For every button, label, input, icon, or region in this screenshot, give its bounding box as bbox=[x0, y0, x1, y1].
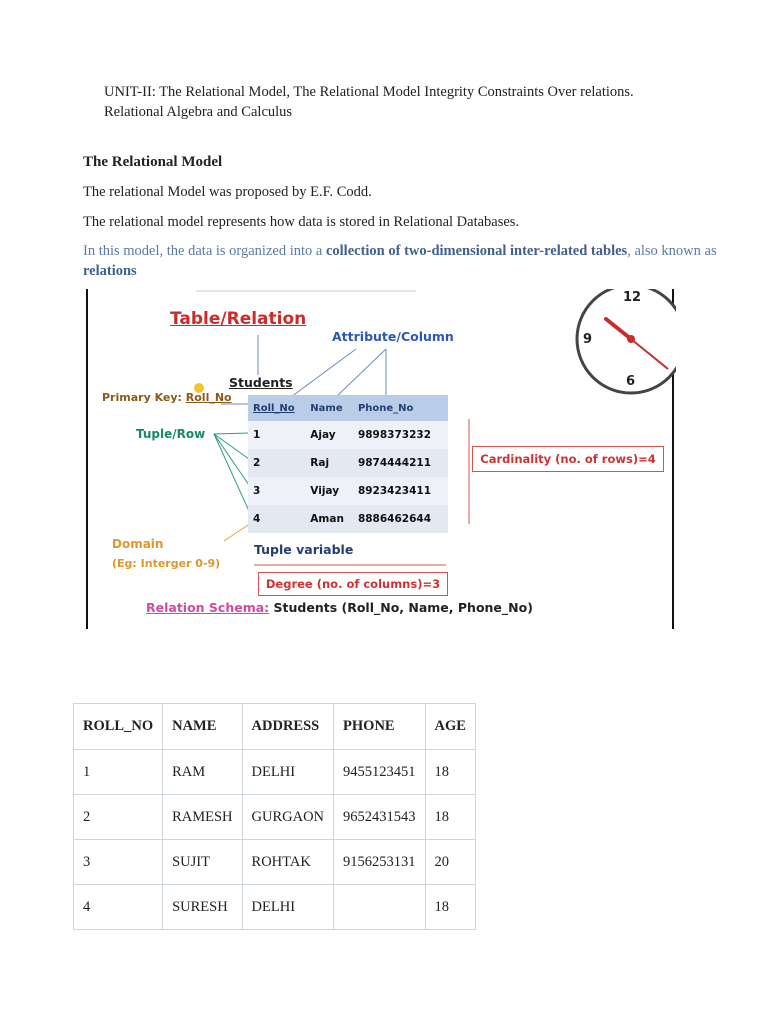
mini-cell: Raj bbox=[305, 449, 353, 477]
primary-key-prefix: Primary Key: bbox=[102, 391, 186, 404]
mini-cell: 2 bbox=[248, 449, 305, 477]
mini-cell: 9898373232 bbox=[353, 421, 448, 449]
degree-box: Degree (no. of columns)=3 bbox=[258, 572, 448, 596]
unit-line-2: Relational Algebra and Calculus bbox=[104, 104, 293, 120]
paragraph-storage: The relational model represents how data is stored in Relational Databases. bbox=[83, 214, 520, 230]
table-cell: SUJIT bbox=[163, 840, 242, 885]
table-cell: 2 bbox=[74, 795, 163, 840]
students-mini-table bbox=[248, 395, 448, 533]
table-cell bbox=[334, 885, 426, 930]
table-cell: 18 bbox=[425, 885, 475, 930]
table-cell: SURESH bbox=[163, 885, 242, 930]
header-age: AGE bbox=[425, 704, 475, 750]
clock-label-12: 12 bbox=[623, 290, 642, 305]
mini-header-cell: Phone_No bbox=[353, 395, 448, 421]
table-cell: RAM bbox=[163, 750, 242, 795]
mini-cell: 3 bbox=[248, 477, 305, 505]
schema-prefix: Relation Schema: bbox=[146, 600, 270, 615]
unit-heading bbox=[104, 82, 724, 122]
header-phone: PHONE bbox=[334, 704, 426, 750]
students-data-table bbox=[73, 703, 476, 930]
relation-figure bbox=[86, 289, 676, 629]
para3-start: In this model, the data is organized into a bbox=[83, 243, 326, 259]
table-cell: 18 bbox=[425, 795, 475, 840]
table-cell: RAMESH bbox=[163, 795, 242, 840]
figure-title: Table/Relation bbox=[170, 309, 307, 329]
table-header-row bbox=[74, 704, 476, 750]
paragraph-organization bbox=[83, 241, 738, 281]
table-cell: 18 bbox=[425, 750, 475, 795]
table-cell: DELHI bbox=[242, 885, 334, 930]
mini-row bbox=[248, 477, 448, 505]
header-name: NAME bbox=[163, 704, 242, 750]
schema-value: Students (Roll_No, Name, Phone_No) bbox=[269, 600, 533, 615]
mini-header-cell: Name bbox=[305, 395, 353, 421]
para3-bold: collection of two-dimensional inter-related tables bbox=[325, 243, 628, 259]
table-cell: ROHTAK bbox=[242, 840, 334, 885]
table-cell: 1 bbox=[74, 750, 163, 795]
table-row bbox=[74, 885, 476, 930]
header-roll-no: ROLL_NO bbox=[74, 704, 163, 750]
para3-bold-relations: relations bbox=[83, 263, 137, 279]
table-row bbox=[74, 750, 476, 795]
mini-cell: 9874444211 bbox=[353, 449, 448, 477]
mini-header-cell: Roll_No bbox=[248, 395, 305, 421]
tuple-row-label: Tuple/Row bbox=[136, 427, 206, 441]
table-cell: 3 bbox=[74, 840, 163, 885]
mini-header-row bbox=[248, 395, 448, 421]
attribute-label: Attribute/Column bbox=[332, 329, 454, 344]
mini-row bbox=[248, 505, 448, 533]
table-cell: 9652431543 bbox=[334, 795, 426, 840]
domain-example: (Eg: Interger 0-9) bbox=[112, 557, 221, 570]
mini-cell: Ajay bbox=[305, 421, 353, 449]
header-address: ADDRESS bbox=[242, 704, 334, 750]
table-cell: 20 bbox=[425, 840, 475, 885]
mini-cell: 4 bbox=[248, 505, 305, 533]
tuple-variable-label: Tuple variable bbox=[254, 542, 354, 557]
mini-cell: 1 bbox=[248, 421, 305, 449]
table-cell: 9156253131 bbox=[334, 840, 426, 885]
mini-cell: 8886462644 bbox=[353, 505, 448, 533]
table-cell: 9455123451 bbox=[334, 750, 426, 795]
table-cell: GURGAON bbox=[242, 795, 334, 840]
students-label: Students bbox=[229, 375, 293, 390]
table-cell: DELHI bbox=[242, 750, 334, 795]
cardinality-box: Cardinality (no. of rows)=4 bbox=[472, 446, 664, 472]
mini-row bbox=[248, 421, 448, 449]
para3-mid: , also known as bbox=[627, 243, 717, 259]
primary-key-label bbox=[102, 391, 232, 404]
section-heading: The Relational Model bbox=[83, 154, 223, 170]
table-cell: 4 bbox=[74, 885, 163, 930]
paragraph-codd: The relational Model was proposed by E.F. Codd. bbox=[83, 184, 372, 200]
mini-cell: Vijay bbox=[305, 477, 353, 505]
table-row bbox=[74, 840, 476, 885]
unit-line-1: UNIT-II: The Relational Model, The Relational Model Integrity Constraints Over relations. bbox=[104, 84, 634, 100]
clock-label-6: 6 bbox=[626, 374, 636, 389]
domain-label: Domain bbox=[112, 537, 164, 551]
mini-cell: Aman bbox=[305, 505, 353, 533]
table-row bbox=[74, 795, 476, 840]
mini-cell: 8923423411 bbox=[353, 477, 448, 505]
primary-key-value: Roll_No bbox=[185, 391, 232, 404]
clock-label-9: 9 bbox=[583, 332, 593, 347]
relation-schema bbox=[146, 600, 533, 615]
mini-row bbox=[248, 449, 448, 477]
